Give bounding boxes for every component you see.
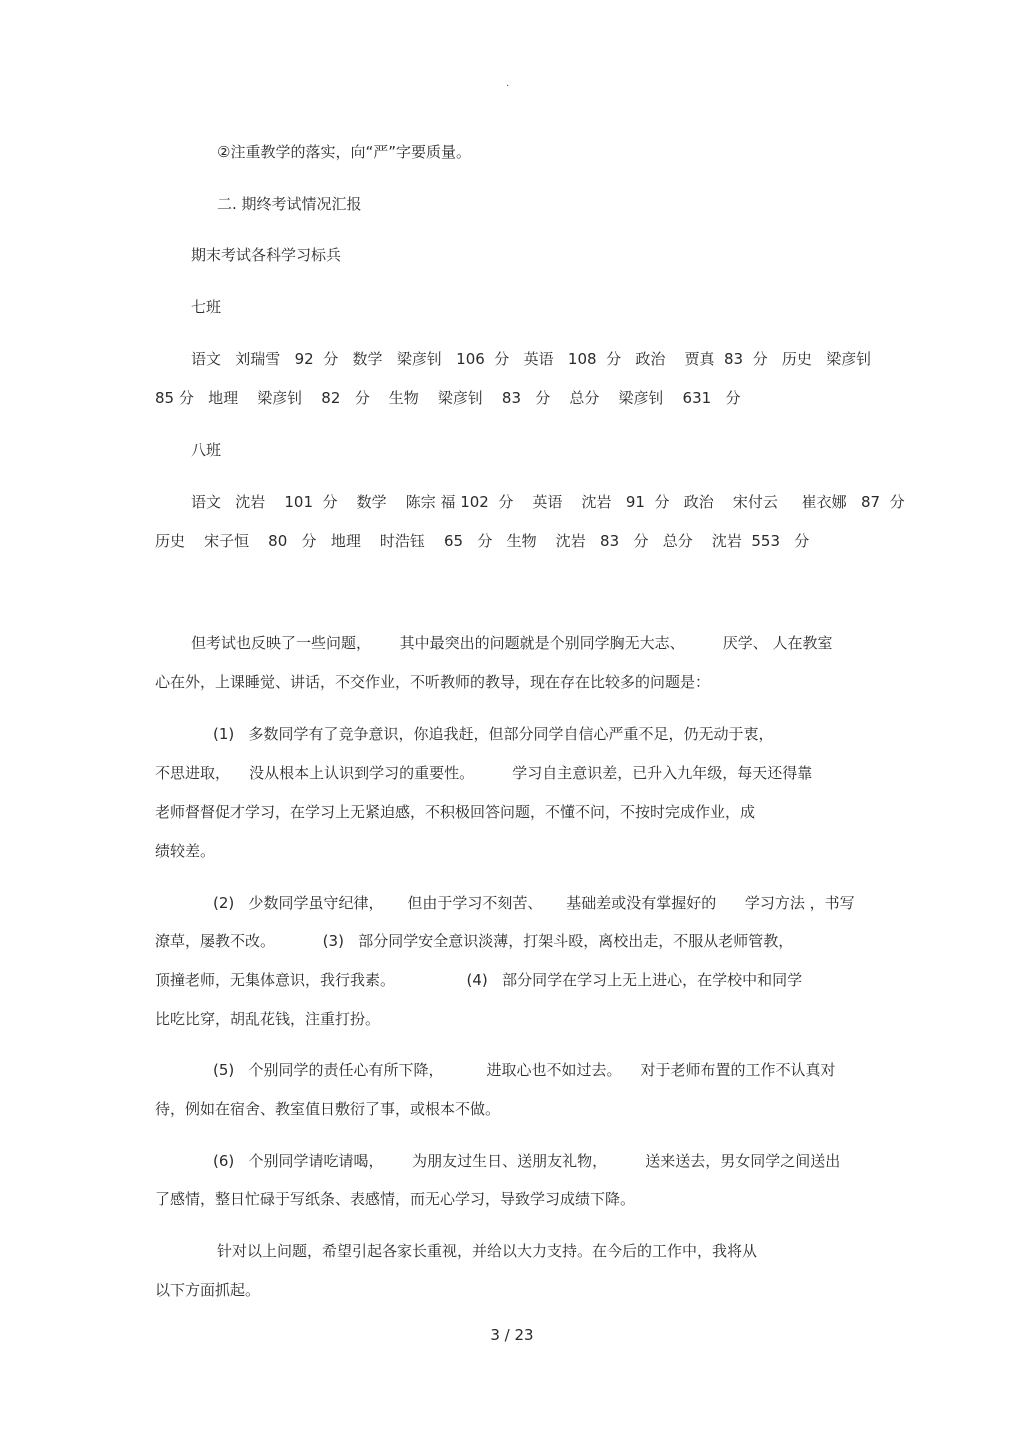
- item6-line2: 了感情，整日忙碌于写纸条、表感情，而无心学习，导致学习成绩下降。: [155, 1190, 636, 1208]
- item2-line2: 潦草，屡教不改。 (3) 部分同学安全意识淡薄，打架斗殴，离校出走，不服从老师管教，: [155, 932, 794, 950]
- class-seven-label: 七班: [191, 298, 222, 316]
- closing-line2: 以下方面抓起。: [155, 1281, 261, 1299]
- page-number: 3 / 23: [490, 1326, 534, 1344]
- class-seven-scores-line2: 85 分 地理 梁彦钊 82 分 生物 梁彦钊 83 分 总分 梁彦钊 631 分: [155, 389, 741, 407]
- item1-line4: 绩较差。: [155, 842, 216, 860]
- item1-line1: (1) 多数同学有了竞争意识，你追我赶，但部分同学自信心严重不足，仍无动于衷，: [213, 725, 774, 743]
- item6-line1: (6) 个别同学请吃请喝， 为朋友过生日、送朋友礼物， 送来送去，男女同学之间送出: [213, 1152, 841, 1170]
- intro-line1: 但考试也反映了一些问题， 其中最突出的问题就是个别同学胸无大志、 厌学、 人在教室: [191, 634, 833, 652]
- subheading-top-students: 期末考试各科学习标兵: [191, 246, 342, 264]
- item1-line3: 老师督督促才学习，在学习上无紧迫感，不积极回答问题，不懂不问，不按时完成作业，成: [155, 803, 756, 821]
- class-seven-scores-line1: 语文 刘瑞雪 92 分 数学 梁彦钊 106 分 英语 108 分 政治 贾真 83 分 历史 梁彦钊: [191, 350, 872, 368]
- class-eight-scores-line2: 历史 宋子恒 80 分 地理 时浩钰 65 分 生物 沈岩 83 分 总分 沈岩 553 分: [155, 532, 810, 550]
- header-mark: .: [506, 78, 510, 89]
- item1-line2: 不思进取， 没从根本上认识到学习的重要性。 学习自主意识差，已升入九年级，每天还得靠: [155, 764, 813, 782]
- intro-line2: 心在外，上课睡觉、讲话，不交作业，不听教师的教导，现在存在比较多的问题是：: [155, 673, 711, 691]
- class-eight-scores-line1: 语文 沈岩 101 分 数学 陈宗 福 102 分 英语 沈岩 91 分 政治 宋付云 崔衣娜 87 分: [191, 493, 905, 511]
- item5-line2: 待，例如在宿舍、教室值日敷衍了事，或根本不做。: [155, 1100, 501, 1118]
- item2-line4: 比吃比穿，胡乱花钱，注重打扮。: [155, 1010, 381, 1028]
- section-heading: 二. 期终考试情况汇报: [217, 195, 362, 213]
- class-eight-label: 八班: [191, 441, 222, 459]
- paragraph-quality: ②注重教学的落实，向“严”字要质量。: [217, 143, 471, 161]
- item2-line1: (2) 少数同学虽守纪律， 但由于学习不刻苦、 基础差或没有掌握好的 学习方法 ，书写: [213, 894, 855, 912]
- closing-line1: 针对以上问题，希望引起各家长重视，并给以大力支持。在今后的工作中，我将从: [217, 1242, 758, 1260]
- item2-line3: 顶撞老师，无集体意识，我行我素。 (4) 部分同学在学习上无上进心，在学校中和同学: [155, 971, 803, 989]
- item5-line1: (5) 个别同学的责任心有所下降， 进取心也不如过去。 对于老师布置的工作不认真对: [213, 1061, 836, 1079]
